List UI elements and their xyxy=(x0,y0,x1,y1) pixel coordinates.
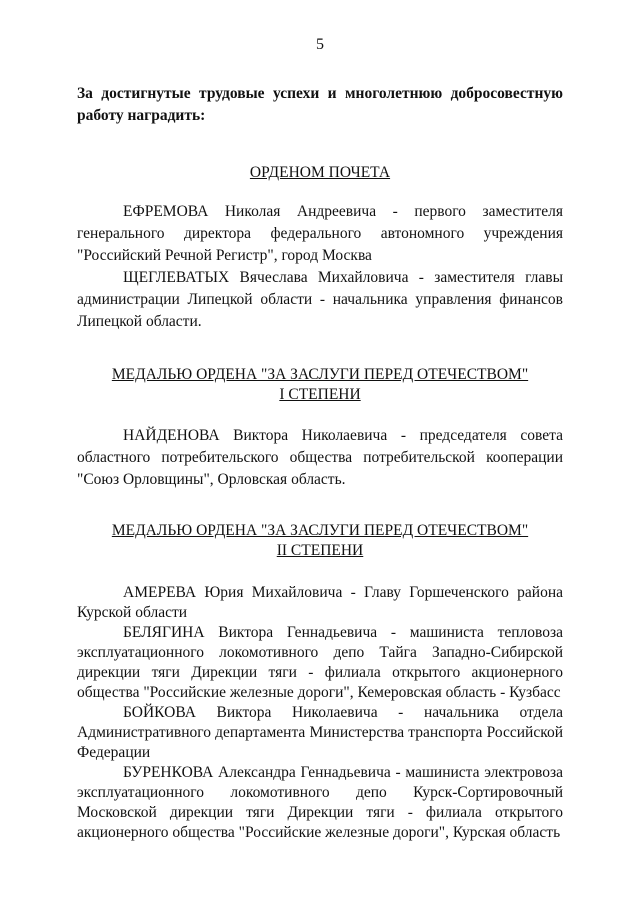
section-heading-medal-first-degree xyxy=(77,365,563,405)
heading-line: ОРДЕНОМ ПОЧЕТА xyxy=(249,164,391,181)
heading-line: МЕДАЛЬЮ ОРДЕНА "ЗА ЗАСЛУГИ ПЕРЕД ОТЕЧЕСТВОМ" xyxy=(111,522,529,539)
award-list-medal-second-degree xyxy=(77,583,563,843)
award-entry: БУРЕНКОВА Александра Геннадьевича - машиниста электровоза эксплуатационного локомотивного депо Курск-Сортировочный Московской дирекции тяги Дирекции тяги - филиала открытого акционерного общества "Российские железные дороги", Курская область xyxy=(77,764,563,841)
award-list-medal-first-degree xyxy=(77,425,563,491)
heading-line: II СТЕПЕНИ xyxy=(276,542,364,559)
award-entry: ЕФРЕМОВА Николая Андреевича - первого заместителя генерального директора федерального автономного учреждения "Российский Речной Регистр", город Москва xyxy=(77,203,563,264)
section-heading-medal-second-degree xyxy=(77,521,563,561)
award-entry: БЕЛЯГИНА Виктора Геннадьевича - машиниста тепловоза эксплуатационного локомотивного депо Тайга Западно-Сибирской дирекции тяги Дирекции тяги - филиала открытого акционерного общества "Российские железные дороги", Кемеровская область - Кузбасс xyxy=(77,624,563,701)
award-entry: НАЙДЕНОВА Виктора Николаевича - председателя совета областного потребительского общества потребительской кооперации "Союз Орловщины", Орловская область. xyxy=(77,427,563,488)
heading-line: МЕДАЛЬЮ ОРДЕНА "ЗА ЗАСЛУГИ ПЕРЕД ОТЕЧЕСТВОМ" xyxy=(111,366,529,383)
award-entry: БОЙКОВА Виктора Николаевича - начальника отдела Административного департамента Министерства транспорта Российской Федерации xyxy=(77,704,563,761)
award-entry: АМЕРЕВА Юрия Михайловича - Главу Горшеченского района Курской области xyxy=(77,584,563,621)
intro-paragraph: За достигнутые трудовые успехи и многолетнюю добросовестную работу наградить: xyxy=(77,85,563,124)
award-entry: ЩЕГЛЕВАТЫХ Вячеслава Михайловича - заместителя главы администрации Липецкой области - начальника управления финансов Липецкой области. xyxy=(77,269,563,330)
page-number: 5 xyxy=(316,36,324,53)
heading-line: I СТЕПЕНИ xyxy=(279,386,361,403)
document-body xyxy=(77,83,563,843)
award-list-order-of-honor xyxy=(77,201,563,333)
section-heading-order-of-honor xyxy=(77,163,563,183)
